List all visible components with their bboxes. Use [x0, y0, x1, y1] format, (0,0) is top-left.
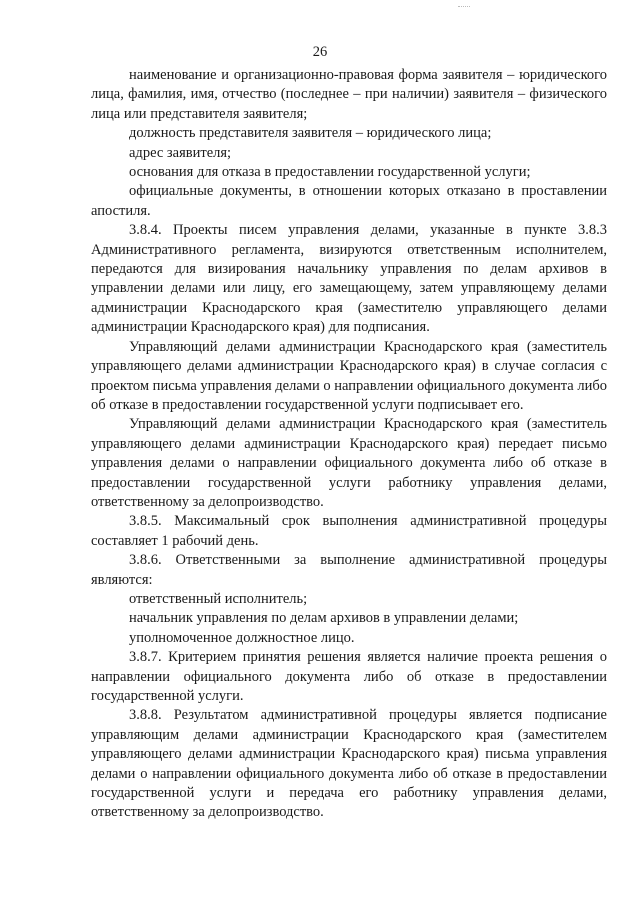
paragraph-representative-position: должность представителя заявителя – юридического лица; — [129, 125, 492, 142]
paragraph-manager-signs: Управляющий делами администрации Краснодарского края (заместитель управляющего делами администрации Краснодарского края) в случае согласия с проектом письма управления делами о направлении официального документа либо об отказе в предоставлении государственной услуги подписывает его. — [91, 338, 607, 413]
scan-artifact — [458, 6, 470, 9]
list-item-authorized-official: уполномоченное должностное лицо. — [129, 629, 355, 646]
paragraph-3-8-5: 3.8.5. Максимальный срок выполнения административной процедуры составляет 1 рабочий день. — [91, 513, 607, 549]
paragraph-manager-transfers: Управляющий делами администрации Краснодарского края (заместитель управляющего делами администрации Краснодарского края) передает письмо управления делами о направлении официального документа либо об отказе в предоставлении государственной услуги работнику управления делами, ответственному за делопроизводство. — [91, 416, 607, 510]
paragraph-3-8-4: 3.8.4. Проекты писем управления делами, указанные в пункте 3.8.3 Административного регламента, визируются ответственным исполнителем, передаются для визирования начальнику управления по делам архивов в управлении делами или лицу, его замещающему, затем управляющему делами администрации Краснодарского края (заместителю управляющего делами администрации Краснодарского края) для подписания. — [91, 222, 607, 336]
page-number: 26 — [312, 44, 328, 60]
paragraph-applicant-address: адрес заявителя; — [129, 144, 232, 161]
list-item-executor: ответственный исполнитель; — [129, 590, 308, 607]
paragraph-3-8-7: 3.8.7. Критерием принятия решения является наличие проекта решения о направлении официального документа либо об отказе в предоставлении государственной услуги. — [91, 649, 607, 704]
paragraph-refusal-grounds: основания для отказа в предоставлении государственной услуги; — [129, 164, 531, 181]
paragraph-refused-documents: официальные документы, в отношении которых отказано в проставлении апостиля. — [91, 183, 607, 219]
list-item-archive-head: начальник управления по делам архивов в управлении делами; — [129, 610, 519, 627]
paragraph-applicant-name: наименование и организационно-правовая форма заявителя – юридического лица, фамилия, имя, отчество (последнее – при наличии) заявителя – физического лица или представителя заявителя; — [91, 67, 607, 122]
document-body — [91, 66, 607, 823]
paragraph-3-8-6: 3.8.6. Ответственными за выполнение административной процедуры являются: — [91, 552, 607, 588]
paragraph-3-8-8: 3.8.8. Результатом административной процедуры является подписание управляющим делами администрации Краснодарского края (заместителем управляющего делами администрации Краснодарского края) письма управления делами о направлении официального документа либо об отказе в предоставлении государственной услуги и передача его работнику управления делами, ответственному за делопроизводство. — [91, 707, 607, 821]
